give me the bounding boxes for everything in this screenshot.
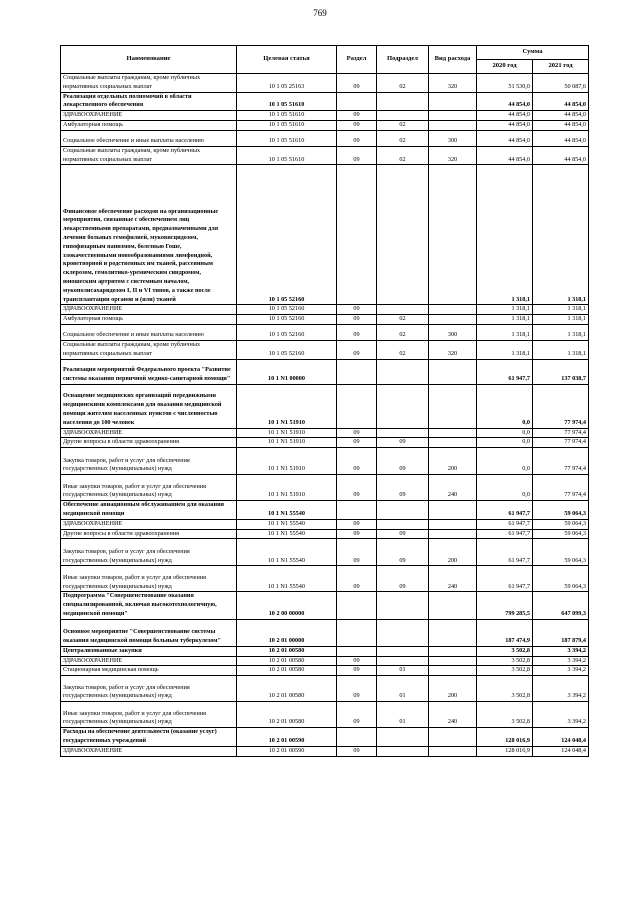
cell-subsection <box>377 165 429 305</box>
cell-target: 10 1 N1 51910 <box>237 384 337 428</box>
cell-type: 240 <box>429 702 477 728</box>
table-row <box>61 728 589 747</box>
cell-target: 10 1 N1 55540 <box>237 566 337 592</box>
cell-section <box>337 728 377 747</box>
cell-type <box>429 359 477 384</box>
cell-section <box>337 592 377 619</box>
cell-y2021: 44 854,0 <box>533 111 589 121</box>
cell-name: ЗДРАВООХРАНЕНИЕ <box>61 746 237 756</box>
table-row <box>61 130 589 146</box>
cell-y2020: 0,0 <box>477 384 533 428</box>
cell-name: Иные закупки товаров, работ и услуг для обеспечения государственных (муниципальных) нужд <box>61 475 237 501</box>
cell-subsection: 09 <box>377 529 429 539</box>
cell-type <box>429 315 477 325</box>
cell-name: ЗДРАВООХРАНЕНИЕ <box>61 111 237 121</box>
cell-y2021: 44 854,0 <box>533 120 589 130</box>
cell-name: Оснащение медицинских организаций передвижными медицинскими комплексами для оказания медицинской помощи жителям населенных пунктов с численностью населения до 100 человек <box>61 384 237 428</box>
table-row <box>61 746 589 756</box>
cell-y2021: 1 318,1 <box>533 340 589 359</box>
cell-type: 240 <box>429 566 477 592</box>
cell-section <box>337 646 377 656</box>
cell-type: 200 <box>429 676 477 702</box>
cell-section: 09 <box>337 111 377 121</box>
cell-section <box>337 619 377 646</box>
cell-name: Иные закупки товаров, работ и услуг для обеспечения государственных (муниципальных) нужд <box>61 702 237 728</box>
cell-y2021: 3 394,2 <box>533 676 589 702</box>
cell-subsection: 02 <box>377 315 429 325</box>
cell-type <box>429 501 477 520</box>
cell-section: 09 <box>337 428 377 438</box>
cell-section: 09 <box>337 448 377 475</box>
cell-y2021: 1 318,1 <box>533 165 589 305</box>
header-expense-type: Вид расхода <box>429 46 477 74</box>
table-row <box>61 539 589 566</box>
cell-target: 10 2 01 00590 <box>237 746 337 756</box>
cell-y2021: 77 974,4 <box>533 384 589 428</box>
cell-type: 200 <box>429 539 477 566</box>
header-subsection: Подраздел <box>377 46 429 74</box>
table-row <box>61 74 589 93</box>
cell-section <box>337 92 377 111</box>
cell-target: 10 1 N1 00000 <box>237 359 337 384</box>
cell-target: 10 2 01 00580 <box>237 702 337 728</box>
cell-target: 10 1 N1 51910 <box>237 428 337 438</box>
cell-subsection <box>377 656 429 666</box>
table-row <box>61 666 589 676</box>
cell-subsection: 01 <box>377 702 429 728</box>
table-row <box>61 120 589 130</box>
cell-target: 10 2 01 00580 <box>237 666 337 676</box>
cell-type <box>429 519 477 529</box>
cell-section: 09 <box>337 130 377 146</box>
table-row <box>61 501 589 520</box>
cell-y2020: 1 318,1 <box>477 324 533 340</box>
cell-subsection <box>377 428 429 438</box>
budget-table <box>60 45 589 757</box>
table-row <box>61 111 589 121</box>
cell-type: 300 <box>429 324 477 340</box>
cell-name: Закупка товаров, работ и услуг для обеспечения государственных (муниципальных) нужд <box>61 676 237 702</box>
cell-section: 09 <box>337 438 377 448</box>
cell-subsection: 02 <box>377 146 429 165</box>
table-row <box>61 315 589 325</box>
cell-section: 09 <box>337 529 377 539</box>
cell-section: 09 <box>337 315 377 325</box>
cell-type <box>429 438 477 448</box>
cell-y2020: 61 947,7 <box>477 519 533 529</box>
cell-section: 09 <box>337 539 377 566</box>
cell-y2021: 44 854,0 <box>533 146 589 165</box>
table-row <box>61 359 589 384</box>
cell-target: 10 1 N1 55540 <box>237 539 337 566</box>
cell-y2020: 1 318,1 <box>477 340 533 359</box>
cell-target: 10 1 05 51610 <box>237 120 337 130</box>
cell-type <box>429 120 477 130</box>
cell-y2021: 50 087,6 <box>533 74 589 93</box>
cell-y2021: 187 879,4 <box>533 619 589 646</box>
cell-type <box>429 646 477 656</box>
cell-subsection <box>377 592 429 619</box>
cell-y2021: 77 974,4 <box>533 438 589 448</box>
table-row <box>61 438 589 448</box>
cell-name: Основное мероприятие "Совершенствование системы оказания медицинской помощи больным туберкулезом" <box>61 619 237 646</box>
cell-y2021: 59 064,3 <box>533 566 589 592</box>
cell-subsection: 01 <box>377 676 429 702</box>
cell-y2020: 51 530,0 <box>477 74 533 93</box>
header-name: Наименование <box>61 46 237 74</box>
cell-name: Финансовое обеспечение расходов на организационные мероприятия, связанные с обеспечением лиц лекарственными препаратами, предназначенными для лечения больных гемофилией, муковисцидозом, гипофизарным нанизмом, болезнью Гоше, злокачественными новообразованиями лимфоидной, кроветворной и родственных им тканей, рассеянным склерозом, гемолитико-уремическим синдромом, юношеским артритом с системным началом, мукополисахаридозом I, II и VI типов, а также после трансплантации органов и (или) тканей <box>61 165 237 305</box>
cell-subsection <box>377 519 429 529</box>
cell-name: Закупка товаров, работ и услуг для обеспечения государственных (муниципальных) нужд <box>61 448 237 475</box>
cell-subsection: 02 <box>377 340 429 359</box>
table-row <box>61 92 589 111</box>
cell-name: Другие вопросы в области здравоохранения <box>61 438 237 448</box>
cell-y2021: 3 394,2 <box>533 666 589 676</box>
cell-name: Обеспечение авиационным обслуживанием для оказания медицинской помощи <box>61 501 237 520</box>
header-target: Целевая статья <box>237 46 337 74</box>
cell-name: Подпрограмма "Совершенствование оказания специализированной, включая высокотехнологичную, медицинской помощи" <box>61 592 237 619</box>
cell-section: 09 <box>337 305 377 315</box>
cell-subsection: 02 <box>377 324 429 340</box>
cell-y2021: 1 318,1 <box>533 324 589 340</box>
cell-subsection <box>377 384 429 428</box>
cell-section: 09 <box>337 475 377 501</box>
cell-section <box>337 501 377 520</box>
cell-subsection <box>377 728 429 747</box>
cell-y2020: 1 318,1 <box>477 305 533 315</box>
cell-y2020: 61 947,7 <box>477 539 533 566</box>
cell-y2021: 59 064,3 <box>533 501 589 520</box>
cell-target: 10 1 N1 55540 <box>237 529 337 539</box>
cell-y2021: 59 064,3 <box>533 539 589 566</box>
table-row <box>61 146 589 165</box>
table-row <box>61 165 589 305</box>
cell-y2020: 3 502,8 <box>477 656 533 666</box>
cell-subsection <box>377 746 429 756</box>
cell-y2020: 3 502,8 <box>477 646 533 656</box>
cell-y2020: 3 502,8 <box>477 702 533 728</box>
cell-target: 10 2 01 00580 <box>237 676 337 702</box>
cell-type <box>429 666 477 676</box>
cell-section: 09 <box>337 656 377 666</box>
cell-section: 09 <box>337 324 377 340</box>
cell-y2020: 3 502,8 <box>477 676 533 702</box>
cell-type <box>429 529 477 539</box>
cell-name: Централизованные закупки <box>61 646 237 656</box>
cell-y2021: 3 394,2 <box>533 656 589 666</box>
cell-name: ЗДРАВООХРАНЕНИЕ <box>61 519 237 529</box>
cell-section: 09 <box>337 676 377 702</box>
cell-y2020: 44 854,0 <box>477 111 533 121</box>
cell-y2021: 3 394,2 <box>533 646 589 656</box>
cell-name: Другие вопросы в области здравоохранения <box>61 529 237 539</box>
cell-type: 300 <box>429 130 477 146</box>
cell-y2020: 44 854,0 <box>477 130 533 146</box>
cell-y2020: 1 318,1 <box>477 315 533 325</box>
cell-type <box>429 746 477 756</box>
cell-y2020: 128 016,9 <box>477 746 533 756</box>
cell-section <box>337 359 377 384</box>
table-body <box>61 74 589 757</box>
cell-section <box>337 165 377 305</box>
cell-name: ЗДРАВООХРАНЕНИЕ <box>61 428 237 438</box>
table-row <box>61 676 589 702</box>
table-row <box>61 384 589 428</box>
cell-subsection: 02 <box>377 130 429 146</box>
cell-target: 10 1 N1 51910 <box>237 438 337 448</box>
cell-type: 200 <box>429 448 477 475</box>
cell-section <box>337 384 377 428</box>
table-row <box>61 428 589 438</box>
cell-y2020: 3 502,8 <box>477 666 533 676</box>
cell-type <box>429 305 477 315</box>
cell-target: 10 2 01 00580 <box>237 646 337 656</box>
table-row <box>61 519 589 529</box>
table-row <box>61 656 589 666</box>
cell-subsection <box>377 619 429 646</box>
cell-subsection <box>377 111 429 121</box>
cell-section: 09 <box>337 340 377 359</box>
cell-type <box>429 384 477 428</box>
table-row <box>61 646 589 656</box>
cell-y2020: 44 854,0 <box>477 120 533 130</box>
cell-type <box>429 656 477 666</box>
cell-subsection: 09 <box>377 475 429 501</box>
table-row <box>61 619 589 646</box>
cell-target: 10 2 00 00000 <box>237 592 337 619</box>
cell-y2020: 0,0 <box>477 475 533 501</box>
cell-y2021: 1 318,1 <box>533 305 589 315</box>
cell-target: 10 1 05 51610 <box>237 146 337 165</box>
cell-name: Социальные выплаты гражданам, кроме публичных нормативных социальных выплат <box>61 146 237 165</box>
cell-type <box>429 165 477 305</box>
header-sum: Сумма <box>477 46 589 60</box>
table-row <box>61 529 589 539</box>
cell-target: 10 1 05 52160 <box>237 165 337 305</box>
cell-name: Амбулаторная помощь <box>61 315 237 325</box>
header-year-2021: 2021 год <box>533 60 589 74</box>
cell-y2021: 1 318,1 <box>533 315 589 325</box>
cell-subsection: 09 <box>377 448 429 475</box>
cell-y2020: 44 854,0 <box>477 92 533 111</box>
cell-y2021: 124 048,4 <box>533 746 589 756</box>
cell-target: 10 1 N1 51910 <box>237 475 337 501</box>
cell-y2021: 59 064,3 <box>533 529 589 539</box>
cell-name: Реализация мероприятий Федерального проекта "Развитие системы оказания первичной медико-санитарной помощи" <box>61 359 237 384</box>
cell-target: 10 1 05 52160 <box>237 315 337 325</box>
table-row <box>61 566 589 592</box>
cell-target: 10 2 01 00580 <box>237 656 337 666</box>
cell-y2021: 77 974,4 <box>533 428 589 438</box>
cell-name: ЗДРАВООХРАНЕНИЕ <box>61 656 237 666</box>
cell-target: 10 2 01 00000 <box>237 619 337 646</box>
cell-name: Социальное обеспечение и иные выплаты населению <box>61 324 237 340</box>
cell-target: 10 1 N1 51910 <box>237 448 337 475</box>
cell-name: Стационарная медицинская помощь <box>61 666 237 676</box>
cell-section: 09 <box>337 746 377 756</box>
cell-y2020: 61 947,7 <box>477 501 533 520</box>
cell-y2021: 124 048,4 <box>533 728 589 747</box>
cell-y2021: 44 854,0 <box>533 92 589 111</box>
cell-type <box>429 428 477 438</box>
cell-subsection: 09 <box>377 438 429 448</box>
cell-subsection <box>377 501 429 520</box>
cell-subsection <box>377 646 429 656</box>
table-row <box>61 305 589 315</box>
cell-y2020: 128 016,9 <box>477 728 533 747</box>
cell-subsection: 02 <box>377 74 429 93</box>
cell-name: Реализация отдельных полномочий в области лекарственного обеспечения <box>61 92 237 111</box>
cell-type <box>429 111 477 121</box>
cell-subsection <box>377 305 429 315</box>
page-number: 769 <box>313 8 327 18</box>
cell-type: 240 <box>429 475 477 501</box>
cell-subsection: 09 <box>377 539 429 566</box>
cell-target: 10 1 05 52160 <box>237 340 337 359</box>
cell-y2021: 137 038,7 <box>533 359 589 384</box>
cell-section: 09 <box>337 666 377 676</box>
cell-y2021: 77 974,4 <box>533 448 589 475</box>
cell-type: 320 <box>429 74 477 93</box>
cell-section: 09 <box>337 120 377 130</box>
cell-y2020: 187 474,9 <box>477 619 533 646</box>
cell-type <box>429 619 477 646</box>
table-row <box>61 592 589 619</box>
cell-subsection: 01 <box>377 666 429 676</box>
cell-name: Амбулаторная помощь <box>61 120 237 130</box>
cell-target: 10 1 N1 55540 <box>237 519 337 529</box>
cell-name: Закупка товаров, работ и услуг для обеспечения государственных (муниципальных) нужд <box>61 539 237 566</box>
cell-name: ЗДРАВООХРАНЕНИЕ <box>61 305 237 315</box>
cell-y2020: 61 947,7 <box>477 359 533 384</box>
cell-type <box>429 728 477 747</box>
cell-section: 09 <box>337 566 377 592</box>
cell-name: Расходы на обеспечение деятельности (оказание услуг) государственных учреждений <box>61 728 237 747</box>
cell-type <box>429 592 477 619</box>
cell-type <box>429 92 477 111</box>
cell-target: 10 1 05 51610 <box>237 111 337 121</box>
cell-subsection: 02 <box>377 120 429 130</box>
header-year-2020: 2020 год <box>477 60 533 74</box>
cell-target: 10 1 05 52160 <box>237 305 337 315</box>
cell-y2020: 0,0 <box>477 438 533 448</box>
cell-section: 09 <box>337 519 377 529</box>
table-row <box>61 475 589 501</box>
header-section: Раздел <box>337 46 377 74</box>
cell-y2020: 1 318,1 <box>477 165 533 305</box>
table-row <box>61 324 589 340</box>
cell-y2020: 0,0 <box>477 448 533 475</box>
table-row <box>61 340 589 359</box>
cell-target: 10 1 N1 55540 <box>237 501 337 520</box>
cell-y2020: 44 854,0 <box>477 146 533 165</box>
cell-subsection <box>377 92 429 111</box>
cell-y2020: 0,0 <box>477 428 533 438</box>
cell-name: Социальные выплаты гражданам, кроме публичных нормативных социальных выплат <box>61 74 237 93</box>
cell-y2020: 799 285,5 <box>477 592 533 619</box>
cell-name: Социальные выплаты гражданам, кроме публичных нормативных социальных выплат <box>61 340 237 359</box>
cell-y2021: 3 394,2 <box>533 702 589 728</box>
cell-target: 10 1 05 51610 <box>237 92 337 111</box>
cell-y2020: 61 947,7 <box>477 529 533 539</box>
cell-section: 09 <box>337 146 377 165</box>
cell-y2021: 44 854,0 <box>533 130 589 146</box>
cell-type: 320 <box>429 146 477 165</box>
cell-subsection: 09 <box>377 566 429 592</box>
cell-name: Социальное обеспечение и иные выплаты населению <box>61 130 237 146</box>
cell-subsection <box>377 359 429 384</box>
cell-y2021: 59 064,3 <box>533 519 589 529</box>
cell-section: 09 <box>337 74 377 93</box>
cell-type: 320 <box>429 340 477 359</box>
cell-target: 10 1 05 52160 <box>237 324 337 340</box>
cell-y2020: 61 947,7 <box>477 566 533 592</box>
table-row <box>61 448 589 475</box>
cell-target: 10 1 05 25163 <box>237 74 337 93</box>
cell-name: Иные закупки товаров, работ и услуг для обеспечения государственных (муниципальных) нужд <box>61 566 237 592</box>
cell-section: 09 <box>337 702 377 728</box>
cell-target: 10 1 05 51610 <box>237 130 337 146</box>
cell-target: 10 2 01 00590 <box>237 728 337 747</box>
cell-y2021: 647 099,3 <box>533 592 589 619</box>
cell-y2021: 77 974,4 <box>533 475 589 501</box>
table-row <box>61 702 589 728</box>
